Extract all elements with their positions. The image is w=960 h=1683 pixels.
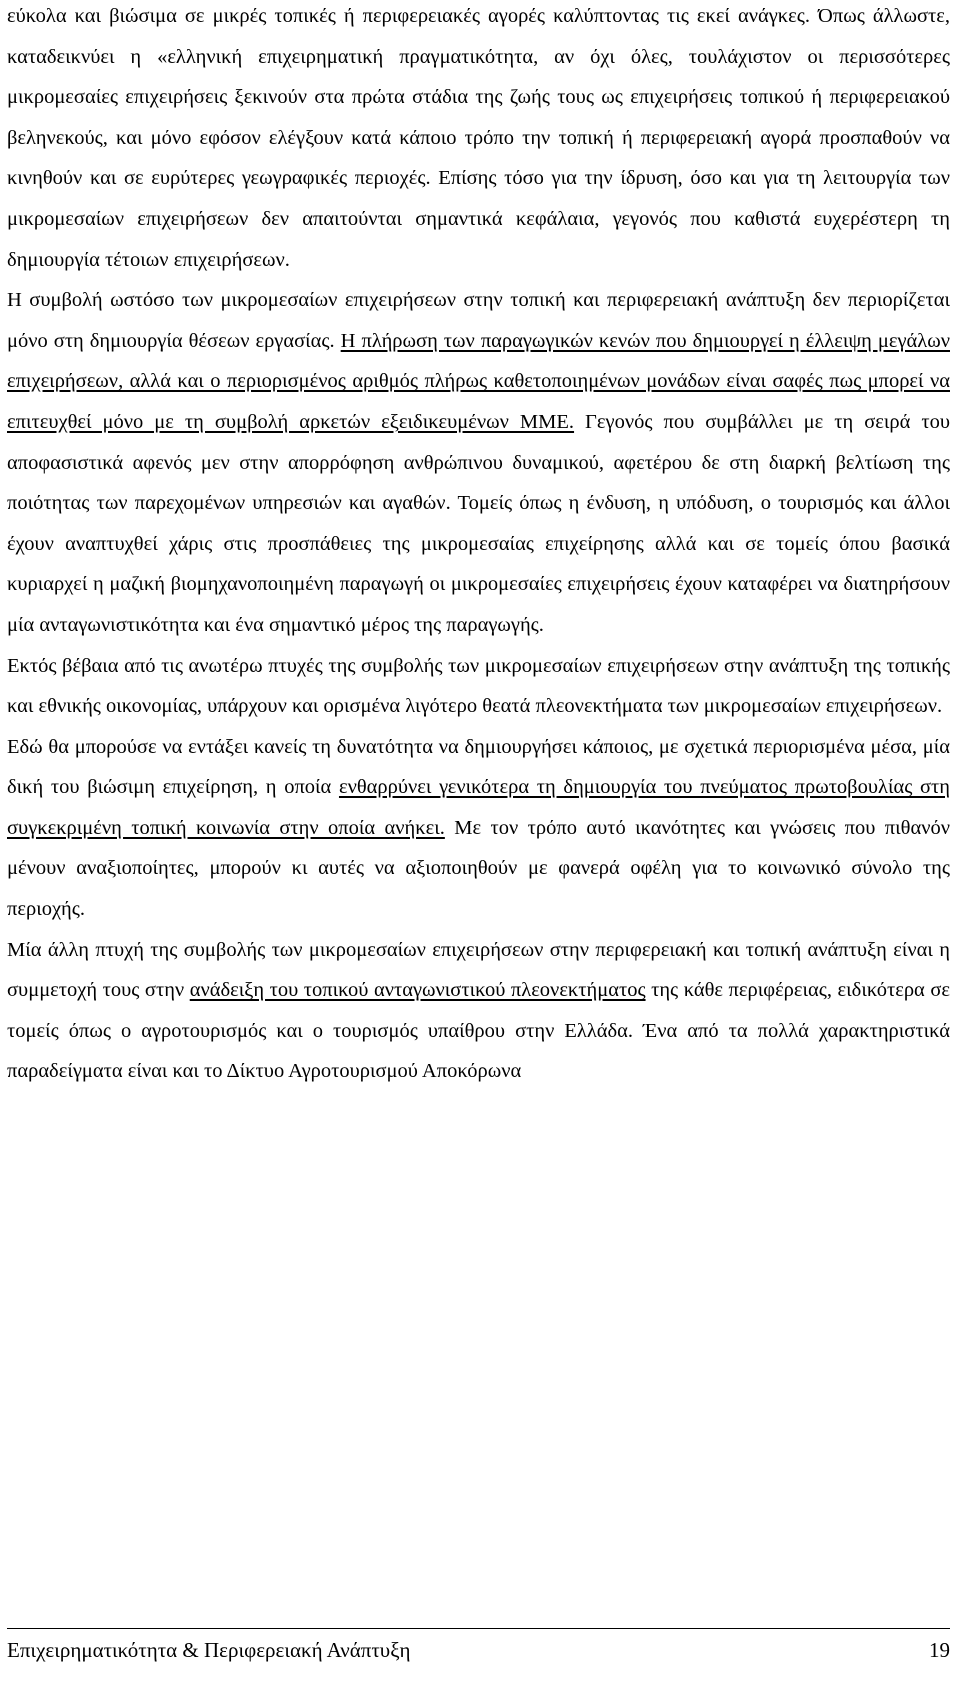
paragraph-5 [7, 930, 950, 1092]
page-number: 19 [929, 1638, 950, 1662]
paragraph-3 [7, 646, 950, 727]
paragraph-2-underlined-text: Η πλήρωση των παραγωγικών κενών που δημιουργεί η έλλειψη μεγάλων επιχειρήσεων, αλλά και ο περιορισμένος αριθμός πλήρως καθετοποιημένων μονάδων είναι σαφές πως μπορεί να επιτευχθεί μόνο με τη συμβολή αρκετών εξειδικευμένων ΜΜΕ. [7, 329, 950, 433]
document-body [7, 0, 950, 1092]
paragraph-4-text-continued: Με τον τρόπο αυτό ικανότητες και γνώσεις που πιθανόν μένουν αναξιοποίητες, μπορούν κι αυτές να αξιοποιηθούν με φανερά οφέλη για το κοινωνικό σύνολο της περιοχής. [7, 816, 950, 921]
paragraph-2-text-continued: Γεγονός που συμβάλλει με τη σειρά του αποφασιστικά αφενός μεν στην απορρόφηση ανθρώπινου δυναμικού, αφετέρου δε στη διαρκή βελτίωση της ποιότητας των παρεχομένων υπηρεσιών και αγαθών. Τομείς όπως η ένδυση, η υπόδυση, ο τουρισμός και άλλοι έχουν αναπτυχθεί χάρις στις προσπάθειες της μικρομεσαίας επιχείρησης αλλά και σε τομείς όπου βασικά κυριαρχεί η μαζική βιομηχανοποιημένη παραγωγή οι μικρομεσαίες επιχειρήσεις έχουν καταφέρει να διατηρήσουν μία ανταγωνιστικότητα και ένα σημαντικό μέρος της παραγωγής. [7, 410, 950, 636]
paragraph-1 [7, 0, 950, 280]
paragraph-2 [7, 280, 950, 645]
paragraph-5-text-continued: της κάθε περιφέρειας, ειδικότερα σε τομείς όπως ο αγροτουρισμός και ο τουρισμός υπαίθρου στην Ελλάδα. Ένα από τα πολλά χαρακτηριστικά παραδείγματα είναι και το Δίκτυο Αγροτουρισμού Αποκόρωνα [7, 979, 950, 1083]
paragraph-5-underlined-text: ανάδειξη του τοπικού ανταγωνιστικού πλεονεκτήματος [189, 979, 646, 1002]
footer-title: Επιχειρηματικότητα & Περιφερειακή Ανάπτυξη [7, 1638, 411, 1662]
paragraph-4 [7, 727, 950, 930]
paragraph-4-text: Εδώ θα μπορούσε να εντάξει κανείς τη δυνατότητα να δημιουργήσει κάποιος, με σχετικά περιορισμένα μέσα, μία δική του βιώσιμη επιχείρηση, η οποία [7, 735, 950, 799]
paragraph-1-text: εύκολα και βιώσιμα σε μικρές τοπικές ή περιφερειακές αγορές καλύπτοντας τις εκεί ανάγκες. Όπως άλλωστε, καταδεικνύει η «ελληνική επιχειρηματική πραγματικότητα, αν όχι όλες, τουλάχιστον οι περισσότερες μικρομεσαίες επιχειρήσεις ξεκινούν στα πρώτα στάδια της ζωής τους ως επιχειρήσεις τοπικού ή περιφερειακού βεληνεκούς, και μόνο εφόσον ελέγξουν κατά κάποιο τρόπο την τοπική ή περιφερειακή αγορά προσπαθούν να κινηθούν και σε ευρύτερες γεωγραφικές περιοχές. Επίσης τόσο για την ίδρυση, όσο και για τη λειτουργία των μικρομεσαίων επιχειρήσεων δεν απαιτούνται σημαντικά κεφάλαια, γεγονός που καθιστά ευχερέστερη τη δημιουργία τέτοιων επιχειρήσεων. [7, 5, 950, 271]
page-footer [7, 1628, 950, 1670]
paragraph-5-text: Μία άλλη πτυχή της συμβολής των μικρομεσαίων επιχειρήσεων στην περιφερειακή και τοπική ανάπτυξη είναι η συμμετοχή τους στην [7, 938, 950, 1002]
paragraph-4-underlined-text: ενθαρρύνει γενικότερα τη δημιουργία του πνεύματος πρωτοβουλίας στη συγκεκριμένη τοπική κοινωνία στην οποία ανήκει. [7, 776, 950, 839]
paragraph-3-text: Εκτός βέβαια από τις ανωτέρω πτυχές της συμβολής των μικρομεσαίων επιχειρήσεων στην ανάπτυξη της τοπικής και εθνικής οικονομίας, υπάρχουν και ορισμένα λιγότερο θεατά πλεονεκτήματα των μικρομεσαίων επιχειρήσεων. [7, 654, 950, 718]
paragraph-2-text: Η συμβολή ωστόσο των μικρομεσαίων επιχειρήσεων στην τοπική και περιφερειακή ανάπτυξη δεν περιορίζεται μόνο στη δημιουργία θέσεων εργασίας. [7, 289, 950, 352]
